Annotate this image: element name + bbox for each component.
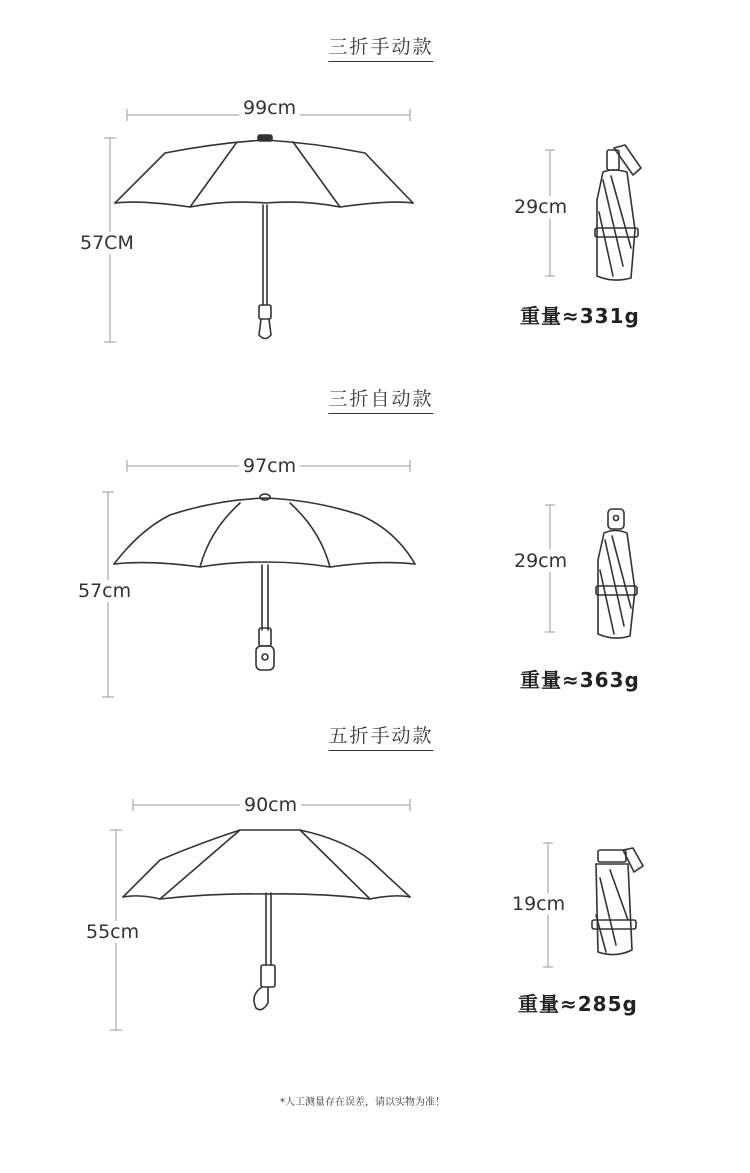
measurement-disclaimer: *人工测量存在误差，请以实物为准！ — [280, 1097, 445, 1108]
width-label-1: 99cm — [239, 97, 300, 119]
section-title-2: 三折自动款 — [328, 384, 433, 414]
folded-length-label-1: 29cm — [510, 196, 571, 218]
height-label-2: 57cm — [74, 580, 135, 602]
width-label-2: 97cm — [239, 455, 300, 477]
weight-label-1: 重量≈331g — [520, 304, 640, 328]
height-label-3: 55cm — [82, 921, 143, 943]
weight-label-3: 重量≈285g — [518, 992, 638, 1016]
folded-length-label-2: 29cm — [510, 550, 571, 572]
section-title-1: 三折手动款 — [328, 32, 433, 62]
section-title-3: 五折手动款 — [328, 721, 433, 751]
weight-label-2: 重量≈363g — [520, 668, 640, 692]
folded-length-label-3: 19cm — [508, 893, 569, 915]
height-label-1: 57CM — [76, 232, 138, 254]
width-label-3: 90cm — [240, 794, 301, 816]
